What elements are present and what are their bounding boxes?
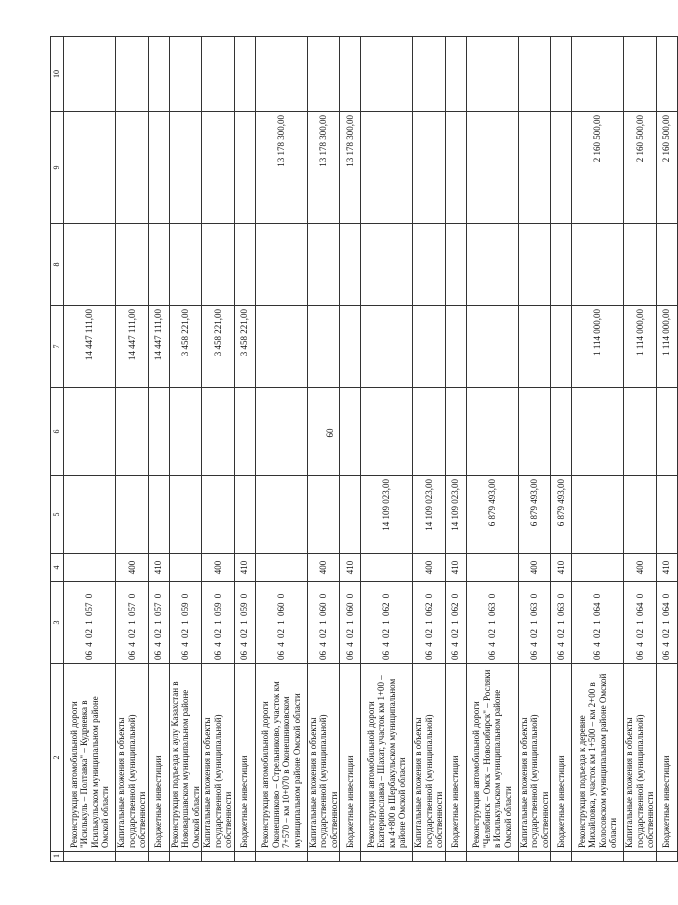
row-number-cell [116, 852, 149, 862]
row-name-cell: Реконструкция подъезда к деревне Михайловка, участок км 1+500 – км 2+00 в Колосовском муниципальном районе Омской области [572, 664, 624, 852]
header-col-10: 10 [51, 37, 64, 112]
row-col5-amount [307, 476, 340, 554]
row-col10-amount [413, 37, 446, 112]
row-col8-amount [255, 224, 307, 306]
row-col10-amount [202, 37, 235, 112]
row-col6-amount [518, 388, 551, 476]
row-name-cell: Бюджетные инвестиции [148, 664, 169, 852]
row-col5-amount [64, 476, 116, 554]
table-row [307, 37, 340, 862]
row-col6-amount [572, 388, 624, 476]
row-kvr-cell: 410 [551, 554, 572, 582]
table-row [624, 37, 657, 862]
table-row [116, 37, 149, 862]
header-col-4: 4 [51, 554, 64, 582]
row-col7-amount: 14 447 111,00 [116, 306, 149, 388]
row-col5-amount: 6 879 493,00 [518, 476, 551, 554]
row-col6-amount [148, 388, 169, 476]
row-col7-amount [413, 306, 446, 388]
row-col5-amount: 6 879 493,00 [551, 476, 572, 554]
row-col7-amount [551, 306, 572, 388]
row-code-cell: 06 4 02 1 057 0 [64, 582, 116, 664]
row-name-cell: Бюджетные инвестиции [551, 664, 572, 852]
row-col9-amount [445, 112, 466, 224]
row-name-cell: Капитальные вложения в объекты государственной (муниципальной) собственности [624, 664, 657, 852]
row-code-cell: 06 4 02 1 062 0 [361, 582, 413, 664]
row-col7-amount: 1 114 000,00 [656, 306, 677, 388]
row-code-cell: 06 4 02 1 064 0 [656, 582, 677, 664]
row-kvr-cell: 400 [518, 554, 551, 582]
row-kvr-cell [255, 554, 307, 582]
row-col8-amount [116, 224, 149, 306]
table-row [148, 37, 169, 862]
row-code-cell: 06 4 02 1 064 0 [624, 582, 657, 664]
row-name-cell: Бюджетные инвестиции [656, 664, 677, 852]
header-col-5: 5 [51, 476, 64, 554]
row-name-cell: Капитальные вложения в объекты государственной (муниципальной) собственности [413, 664, 446, 852]
row-code-cell: 06 4 02 1 063 0 [518, 582, 551, 664]
row-number-cell [234, 852, 255, 862]
row-col9-amount [361, 112, 413, 224]
row-name-cell: Капитальные вложения в объекты государственной (муниципальной) собственности [518, 664, 551, 852]
row-number-cell [624, 852, 657, 862]
page-number: 60 [325, 428, 335, 438]
row-col8-amount [624, 224, 657, 306]
row-number-cell [656, 852, 677, 862]
row-col7-amount: 1 114 000,00 [624, 306, 657, 388]
row-col8-amount [572, 224, 624, 306]
table-row [572, 37, 624, 862]
row-col9-amount: 13 178 300,00 [307, 112, 340, 224]
row-kvr-cell: 410 [148, 554, 169, 582]
row-col8-amount [148, 224, 169, 306]
row-kvr-cell: 410 [234, 554, 255, 582]
row-col7-amount [518, 306, 551, 388]
table-row [518, 37, 551, 862]
row-name-cell: Бюджетные инвестиции [234, 664, 255, 852]
header-col-9: 9 [51, 112, 64, 224]
row-col7-amount: 1 114 000,00 [572, 306, 624, 388]
row-col8-amount [518, 224, 551, 306]
row-col7-amount [255, 306, 307, 388]
row-col9-amount: 13 178 300,00 [340, 112, 361, 224]
table-row [255, 37, 307, 862]
row-number-cell [202, 852, 235, 862]
row-number-cell [307, 852, 340, 862]
row-number-cell [445, 852, 466, 862]
row-col5-amount [148, 476, 169, 554]
row-col7-amount [445, 306, 466, 388]
row-col10-amount [656, 37, 677, 112]
row-col10-amount [361, 37, 413, 112]
row-number-cell [255, 852, 307, 862]
row-col9-amount: 13 178 300,00 [255, 112, 307, 224]
row-col8-amount [361, 224, 413, 306]
row-code-cell: 06 4 02 1 059 0 [169, 582, 202, 664]
row-col6-amount [445, 388, 466, 476]
row-col9-amount [518, 112, 551, 224]
row-col5-amount [255, 476, 307, 554]
row-code-cell: 06 4 02 1 062 0 [413, 582, 446, 664]
row-col8-amount [551, 224, 572, 306]
row-kvr-cell [169, 554, 202, 582]
row-col8-amount [169, 224, 202, 306]
row-col5-amount [234, 476, 255, 554]
row-col8-amount [656, 224, 677, 306]
row-name-cell: Капитальные вложения в объекты государственной (муниципальной) собственности [116, 664, 149, 852]
row-name-cell: Реконструкция подъезда к аулу Казахстан в Нововаршавском муниципальном районе Омской области [169, 664, 202, 852]
row-col9-amount: 2 160 500,00 [572, 112, 624, 224]
row-number-cell [64, 852, 116, 862]
header-col-6: 6 [51, 388, 64, 476]
row-code-cell: 06 4 02 1 059 0 [202, 582, 235, 664]
row-col10-amount [116, 37, 149, 112]
row-col6-amount [202, 388, 235, 476]
row-col5-amount [624, 476, 657, 554]
row-name-cell: Реконструкция автомобильной дороги "Исилькуль – Полтавка" – Кудряевка в Исилькульском муниципальном районе Омской области [64, 664, 116, 852]
row-col9-amount [551, 112, 572, 224]
row-col6-amount [551, 388, 572, 476]
header-col-3: 3 [51, 582, 64, 664]
row-code-cell: 06 4 02 1 064 0 [572, 582, 624, 664]
row-code-cell: 06 4 02 1 063 0 [466, 582, 518, 664]
row-col10-amount [169, 37, 202, 112]
row-col7-amount: 14 447 111,00 [148, 306, 169, 388]
row-col8-amount [202, 224, 235, 306]
row-name-cell: Реконструкция автомобильной дороги Оконешниково – Стрельниково, участок км 7+570 – км 10+070 в Оконешниковском муниципальном районе Омской области [255, 664, 307, 852]
row-col9-amount [413, 112, 446, 224]
row-kvr-cell: 410 [656, 554, 677, 582]
row-number-cell [572, 852, 624, 862]
row-col6-amount [340, 388, 361, 476]
row-col9-amount [169, 112, 202, 224]
row-name-cell: Капитальные вложения в объекты государственной (муниципальной) собственности [307, 664, 340, 852]
row-col8-amount [413, 224, 446, 306]
row-col7-amount: 3 458 221,00 [169, 306, 202, 388]
row-col5-amount [169, 476, 202, 554]
row-col7-amount [466, 306, 518, 388]
row-col6-amount [234, 388, 255, 476]
row-col7-amount [340, 306, 361, 388]
row-col6-amount [255, 388, 307, 476]
row-code-cell: 06 4 02 1 063 0 [551, 582, 572, 664]
row-col8-amount [445, 224, 466, 306]
row-col10-amount [340, 37, 361, 112]
row-col6-amount [361, 388, 413, 476]
row-col7-amount: 14 447 111,00 [64, 306, 116, 388]
row-col10-amount [307, 37, 340, 112]
header-col-7: 7 [51, 306, 64, 388]
row-number-cell [551, 852, 572, 862]
header-row [51, 37, 64, 862]
row-code-cell: 06 4 02 1 062 0 [445, 582, 466, 664]
row-number-cell [361, 852, 413, 862]
row-col6-amount [413, 388, 446, 476]
table-row [445, 37, 466, 862]
table-row [413, 37, 446, 862]
row-col10-amount [572, 37, 624, 112]
row-col10-amount [551, 37, 572, 112]
table-row [340, 37, 361, 862]
row-kvr-cell: 410 [340, 554, 361, 582]
row-col6-amount [307, 388, 340, 476]
row-col5-amount [656, 476, 677, 554]
row-col5-amount [572, 476, 624, 554]
table-row [202, 37, 235, 862]
row-number-cell [340, 852, 361, 862]
header-col-8: 8 [51, 224, 64, 306]
header-col-2: 2 [51, 664, 64, 852]
table-row [656, 37, 677, 862]
row-col6-amount [466, 388, 518, 476]
row-col5-amount [340, 476, 361, 554]
row-col8-amount [234, 224, 255, 306]
row-col10-amount [466, 37, 518, 112]
row-kvr-cell: 400 [202, 554, 235, 582]
row-col6-amount [656, 388, 677, 476]
row-col10-amount [234, 37, 255, 112]
row-col5-amount: 6 879 493,00 [466, 476, 518, 554]
row-col8-amount [307, 224, 340, 306]
row-kvr-cell: 400 [307, 554, 340, 582]
row-name-cell: Капитальные вложения в объекты государственной (муниципальной) собственности [202, 664, 235, 852]
row-col5-amount: 14 109 023,00 [413, 476, 446, 554]
row-col7-amount [361, 306, 413, 388]
row-col9-amount: 2 160 500,00 [624, 112, 657, 224]
row-col8-amount [466, 224, 518, 306]
row-col10-amount [148, 37, 169, 112]
row-col9-amount [116, 112, 149, 224]
row-number-cell [413, 852, 446, 862]
row-col8-amount [64, 224, 116, 306]
row-code-cell: 06 4 02 1 057 0 [148, 582, 169, 664]
row-col9-amount [234, 112, 255, 224]
row-name-cell: Реконструкция автомобильной дороги Екатеринославка – Шахат, участок км 1+00 – км 4+800 в Шербакульском муниципальном районе Омской области [361, 664, 413, 852]
row-col8-amount [340, 224, 361, 306]
table-row [466, 37, 518, 862]
row-col10-amount [255, 37, 307, 112]
row-col6-amount [64, 388, 116, 476]
row-number-cell [169, 852, 202, 862]
budget-table [50, 36, 678, 862]
row-col9-amount [466, 112, 518, 224]
row-kvr-cell: 400 [116, 554, 149, 582]
row-code-cell: 06 4 02 1 060 0 [340, 582, 361, 664]
row-col6-amount [169, 388, 202, 476]
row-name-cell: Бюджетные инвестиции [445, 664, 466, 852]
table-row [234, 37, 255, 862]
row-col5-amount: 14 109 023,00 [445, 476, 466, 554]
row-col5-amount [116, 476, 149, 554]
row-code-cell: 06 4 02 1 060 0 [255, 582, 307, 664]
table-row [361, 37, 413, 862]
row-col10-amount [518, 37, 551, 112]
row-number-cell [466, 852, 518, 862]
row-number-cell [148, 852, 169, 862]
row-kvr-cell [466, 554, 518, 582]
row-kvr-cell [572, 554, 624, 582]
budget-table-sheet [50, 37, 672, 862]
row-name-cell: Реконструкция автомобильной дороги "Челябинск – Омск – Новосибирск" – Росляки в Исилькульском муниципальном районе Омской области [466, 664, 518, 852]
row-col9-amount [148, 112, 169, 224]
row-col6-amount [116, 388, 149, 476]
row-code-cell: 06 4 02 1 059 0 [234, 582, 255, 664]
row-col10-amount [445, 37, 466, 112]
row-col9-amount [202, 112, 235, 224]
row-col10-amount [624, 37, 657, 112]
row-col5-amount [202, 476, 235, 554]
row-number-cell [518, 852, 551, 862]
row-code-cell: 06 4 02 1 060 0 [307, 582, 340, 664]
row-name-cell: Бюджетные инвестиции [340, 664, 361, 852]
row-col7-amount [307, 306, 340, 388]
row-col7-amount: 3 458 221,00 [202, 306, 235, 388]
row-col6-amount [624, 388, 657, 476]
row-col9-amount: 2 160 500,00 [656, 112, 677, 224]
row-col10-amount [64, 37, 116, 112]
row-code-cell: 06 4 02 1 057 0 [116, 582, 149, 664]
table-row [64, 37, 116, 862]
row-kvr-cell [64, 554, 116, 582]
row-kvr-cell [361, 554, 413, 582]
row-kvr-cell: 400 [413, 554, 446, 582]
row-col7-amount: 3 458 221,00 [234, 306, 255, 388]
table-row [551, 37, 572, 862]
header-col-1: 1 [51, 852, 64, 862]
row-col5-amount: 14 109 023,00 [361, 476, 413, 554]
row-kvr-cell: 400 [624, 554, 657, 582]
table-row [169, 37, 202, 862]
row-kvr-cell: 410 [445, 554, 466, 582]
row-col9-amount [64, 112, 116, 224]
